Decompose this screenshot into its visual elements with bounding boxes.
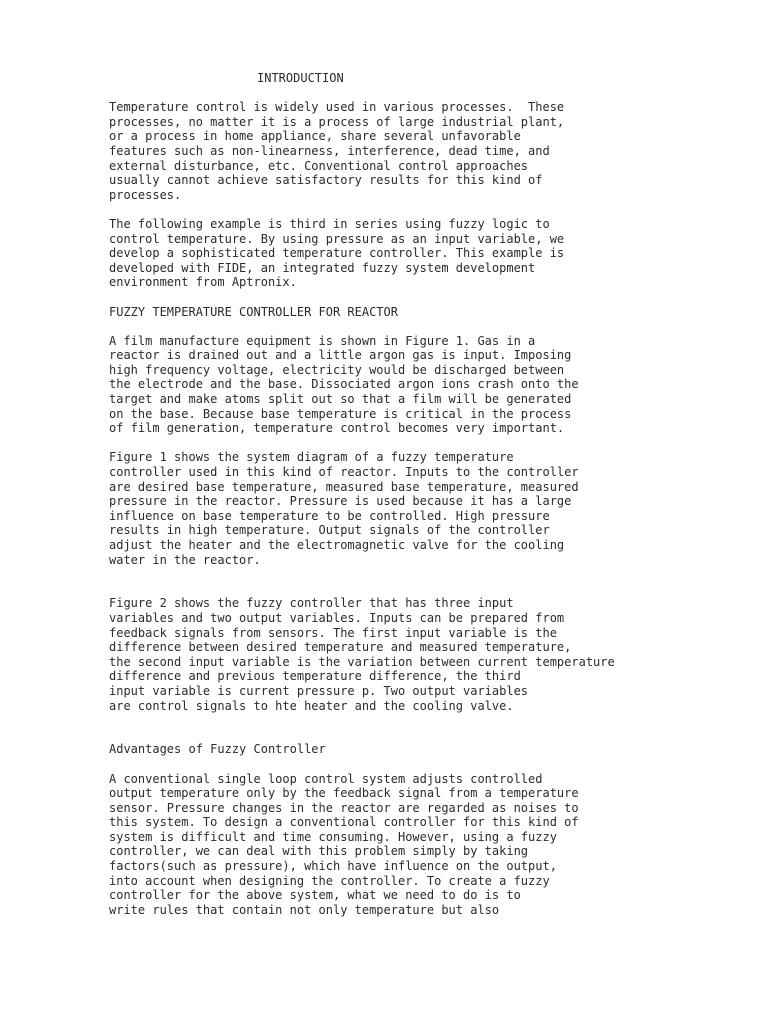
blank-line [109,202,759,217]
paragraph-line: output temperature only by the feedback signal from a temperature [109,786,579,801]
paragraph-line: Temperature control is widely used in various processes. These [109,100,565,115]
paragraph-line: external disturbance, etc. Conventional control approaches [109,158,529,173]
blank-line [109,713,759,728]
paragraph-line: reactor is drained out and a little argon gas is input. Imposing [109,348,572,363]
paragraph-line: or a process in home appliance, share several unfavorable [109,129,521,144]
paragraph-line: into account when designing the controller. To create a fuzzy [109,873,550,888]
heading-text: INTRODUCTION [257,71,344,85]
paragraph-line: controller used in this kind of reactor. Inputs to the controller [109,465,579,480]
blank-line [109,757,759,772]
heading-text: FUZZY TEMPERATURE CONTROLLER FOR REACTOR [109,304,398,319]
paragraph-line: Figure 1 shows the system diagram of a fuzzy temperature [109,450,514,465]
paragraph-line: adjust the heater and the electromagnetic valve for the cooling [109,538,565,552]
paragraph [109,217,759,290]
paragraph-line: the second input variable is the variation between current temperature [109,654,615,669]
paragraph-line: water in the reactor. [109,552,261,567]
paragraph-line: A film manufacture equipment is shown in Figure 1. Gas in a [109,333,536,348]
paragraph-line: features such as non-linearness, interference, dead time, and [109,143,550,158]
paragraph [109,450,759,567]
paragraph-line: are control signals to hte heater and the cooling valve. [109,698,514,713]
paragraph-line: target and make atoms split out so that a film will be generated [109,392,572,407]
paragraph-line: this system. To design a conventional controller for this kind of [109,815,579,830]
paragraph-line: are desired base temperature, measured base temperature, measured [109,479,579,494]
paragraph [109,772,759,918]
paragraph-line: controller, we can deal with this problem simply by taking [109,844,529,859]
blank-line [109,319,759,334]
paragraph-line: influence on base temperature to be controlled. High pressure [109,508,550,523]
blank-line [109,567,759,582]
paragraph-line: The following example is third in series using fuzzy logic to [109,216,550,231]
paragraph-line: developed with FIDE, an integrated fuzzy system development [109,260,536,275]
paragraph-line: results in high temperature. Output signals of the controller [109,523,550,538]
paragraph-line: processes. [109,187,182,202]
paragraph [109,100,759,202]
paragraph-line: factors(such as pressure), which have influence on the output, [109,859,557,874]
paragraph-line: controller for the above system, what we need to do is to [109,888,521,903]
paragraph-line: system is difficult and time consuming. However, using a fuzzy [109,829,557,844]
paragraph-line: pressure in the reactor. Pressure is used because it has a large [109,494,572,509]
paragraph-line: sensor. Pressure changes in the reactor are regarded as noises to [109,800,579,815]
paragraph-line: A conventional single loop control system adjusts controlled [109,771,543,786]
paragraph-line: of film generation, temperature control becomes very important. [109,421,565,436]
paragraph-line: difference and previous temperature difference, the third [109,669,521,684]
document-body [109,71,759,917]
section-heading [109,742,759,757]
paragraph-line: feedback signals from sensors. The first input variable is the [109,625,557,640]
paragraph [109,334,759,436]
blank-line [109,728,759,743]
blank-line [109,290,759,305]
blank-line [109,86,759,101]
paragraph-line: processes, no matter it is a process of large industrial plant, [109,114,565,129]
paragraph-line: input variable is current pressure p. Two output variables [109,683,529,698]
section-heading [109,305,759,320]
heading-text: Advantages of Fuzzy Controller [109,742,326,757]
paragraph [109,596,759,713]
paragraph-line: control temperature. By using pressure as an input variable, we [109,231,565,246]
blank-line [109,436,759,451]
section-heading [109,71,759,86]
paragraph-line: variables and two output variables. Inputs can be prepared from [109,610,565,625]
paragraph-line: Figure 2 shows the fuzzy controller that has three input [109,596,514,611]
paragraph-line: develop a sophisticated temperature controller. This example is [109,246,565,261]
paragraph-line: on the base. Because base temperature is critical in the process [109,406,572,421]
blank-line [109,582,759,597]
paragraph-line: environment from Aptronix. [109,275,297,290]
paragraph-line: the electrode and the base. Dissociated argon ions crash onto the [109,377,579,392]
paragraph-line: difference between desired temperature and measured temperature, [109,640,572,655]
paragraph-line: usually cannot achieve satisfactory results for this kind of [109,173,543,188]
paragraph-line: high frequency voltage, electricity would be discharged between [109,362,565,377]
paragraph-line: write rules that contain not only temperature but also [109,902,500,917]
